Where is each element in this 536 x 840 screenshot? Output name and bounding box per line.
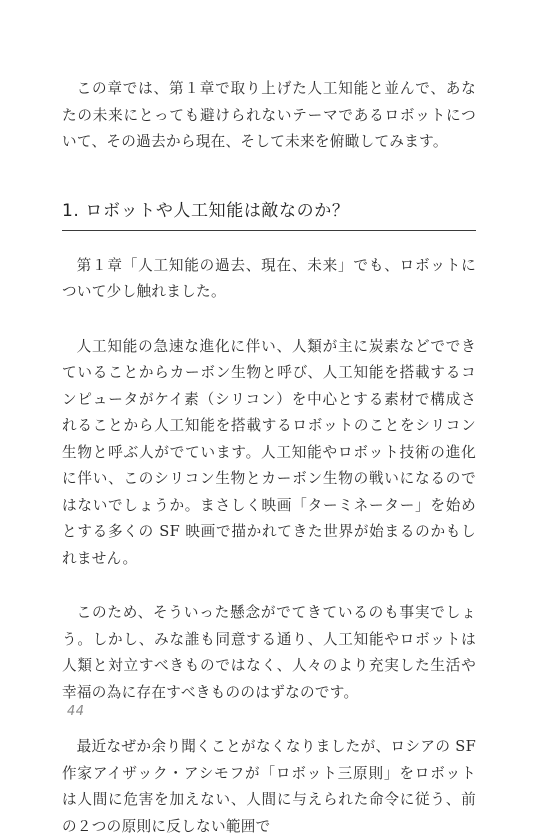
page-number: 44: [67, 704, 85, 719]
body-paragraph-3: このため、そういった懸念がでてきているのも事実でしょう。しかし、みな誰も同意する通り、人工知能やロボットは人類と対立すべきものではなく、人々のより充実した生活や幸福の為に存在すべきもののはずなのです。: [62, 604, 476, 701]
page-body: [62, 76, 476, 840]
body-paragraph-2: 人工知能の急速な進化に伴い、人類が主に炭素などでできていることからカーボン生物と呼び、人工知能を搭載するコンピュータがケイ素（シリコン）を中心とする素材で構成されることから人工知能を搭載するロボットのことをシリコン生物と呼ぶ人がでています。人工知能やロボット技術の進化に伴い、このシリコン生物とカーボン生物の戦いになるのではないでしょうか。まさしく映画「ターミネーター」を始めとする多くの SF 映画で描かれてきた世界が始まるのかもしれません。: [62, 337, 476, 567]
intro-paragraph: この章では、第１章で取り上げた人工知能と並んで、あなたの未来にとっても避けられないテーマであるロボットについて、その過去から現在、そして未来を俯瞰してみます。: [62, 80, 476, 150]
section-heading-block: [62, 199, 476, 231]
body-paragraph-4: 最近なぜか余り聞くことがなくなりましたが、ロシアの SF 作家アイザック・アシモフが「ロボット三原則」をロボットは人間に危害を加えない、人間に与えられた命令に従う、前の２つの原則に反しない範囲で: [62, 738, 476, 835]
section-heading: 1. ロボットや人工知能は敵なのか？: [62, 199, 476, 231]
body-paragraph-1: 第１章「人工知能の過去、現在、未来」でも、ロボットについて少し触れました。: [62, 256, 476, 300]
